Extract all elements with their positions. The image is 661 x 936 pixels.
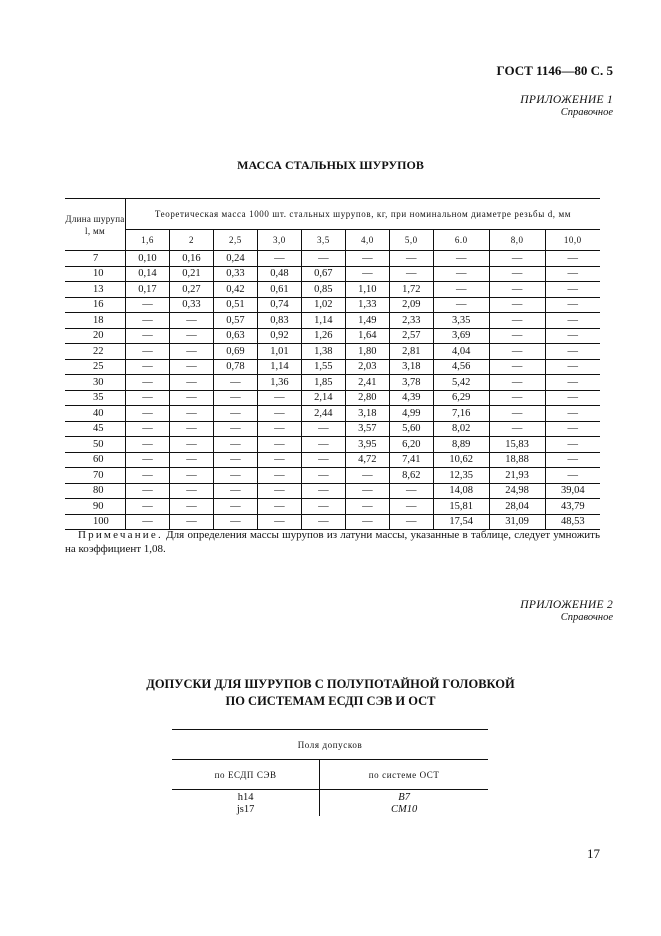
mass-cell: — [169,514,213,530]
mass-cell: 24,98 [489,483,545,499]
mass-cell: 0,92 [257,328,301,344]
ost-value-1: B7 [398,792,410,803]
mass-cell: — [257,499,301,515]
table-row [65,468,600,484]
length-cell: 45 [65,421,126,437]
mass-cell: 3,18 [345,406,389,422]
mass-cell: — [489,390,545,406]
mass-cell: 0,69 [213,344,257,360]
mass-cell: — [126,452,170,468]
length-cell: 50 [65,437,126,453]
mass-cell: — [169,359,213,375]
mass-cell: — [257,452,301,468]
appendix-1-title: ПРИЛОЖЕНИЕ 1 [520,94,613,106]
mass-cell: — [389,499,433,515]
mass-cell: 6,20 [389,437,433,453]
mass-cell: 0,10 [126,251,170,267]
length-cell: 7 [65,251,126,267]
mass-cell: — [213,390,257,406]
mass-cell: — [301,437,345,453]
diameter-header-cell: 2 [169,230,213,251]
mass-cell: 21,93 [489,468,545,484]
mass-cell: — [257,421,301,437]
table-row [65,390,600,406]
mass-cell: — [345,514,389,530]
mass-cell: 5,42 [433,375,489,391]
table-row [65,344,600,360]
mass-cell: 0,61 [257,282,301,298]
mass-cell: 0,85 [301,282,345,298]
mass-cell: — [169,313,213,329]
mass-cell: 2,33 [389,313,433,329]
mass-cell: 12,35 [433,468,489,484]
mass-cell: — [213,514,257,530]
mass-cell: 1,80 [345,344,389,360]
mass-cell: 8,02 [433,421,489,437]
table-row [65,421,600,437]
length-cell: 22 [65,344,126,360]
length-cell: 100 [65,514,126,530]
mass-cell: 3,78 [389,375,433,391]
mass-cell: — [345,266,389,282]
length-cell: 90 [65,499,126,515]
table-row [65,313,600,329]
mass-cell: 3,57 [345,421,389,437]
table-2-title-line-1: ДОПУСКИ ДЛЯ ШУРУПОВ С ПОЛУПОТАЙНОЙ ГОЛОВКОЙ [146,677,515,691]
mass-cell: 0,16 [169,251,213,267]
mass-cell: — [389,483,433,499]
mass-cell: — [489,406,545,422]
mass-cell: 0,83 [257,313,301,329]
mass-cell: — [489,344,545,360]
mass-cell: 1,01 [257,344,301,360]
length-cell: 16 [65,297,126,313]
mass-cell: 43,79 [545,499,600,515]
mass-cell: — [433,297,489,313]
mass-cell: 2,80 [345,390,389,406]
table-2-title-line-2: ПО СИСТЕМАМ ЕСДП СЭВ И ОСТ [225,694,436,708]
mass-cell: 3,35 [433,313,489,329]
length-header: Длина шурупа l, мм [65,199,126,251]
mass-cell: — [301,421,345,437]
diameter-header-cell: 10,0 [545,230,600,251]
mass-cell: 0,51 [213,297,257,313]
mass-cell: — [489,282,545,298]
mass-cell: 2,81 [389,344,433,360]
mass-cell: 1,49 [345,313,389,329]
mass-cell: — [169,437,213,453]
table-row [65,297,600,313]
mass-cell: 8,62 [389,468,433,484]
mass-cell: — [489,251,545,267]
mass-cell: — [489,359,545,375]
table-row [65,483,600,499]
mass-cell: 0,24 [213,251,257,267]
esdp-values [172,790,320,817]
esdp-value-1: h14 [237,792,254,803]
mass-cell: 14,08 [433,483,489,499]
mass-cell: — [345,251,389,267]
mass-cell: 0,14 [126,266,170,282]
mass-cell: 17,54 [433,514,489,530]
mass-cell: — [489,328,545,344]
mass-cell: — [213,421,257,437]
mass-cell: — [126,359,170,375]
mass-cell: — [169,452,213,468]
mass-cell: — [389,514,433,530]
mass-cell: — [126,344,170,360]
diameter-header-cell: 4,0 [345,230,389,251]
mass-cell: — [301,514,345,530]
mass-cell: — [545,282,600,298]
mass-cell: — [433,282,489,298]
mass-cell: 1,10 [345,282,389,298]
mass-cell: — [301,483,345,499]
mass-header: Теоретическая масса 1000 шт. стальных шурупов, кг, при номинальном диаметре резьбы d, мм [126,199,601,230]
mass-cell: — [545,452,600,468]
mass-cell: — [257,514,301,530]
length-cell: 40 [65,406,126,422]
mass-cell: — [545,359,600,375]
mass-cell: — [301,251,345,267]
mass-cell: — [545,468,600,484]
mass-cell: 7,16 [433,406,489,422]
mass-cell: 1,14 [257,359,301,375]
mass-cell: 2,03 [345,359,389,375]
diameter-header-cell: 3,5 [301,230,345,251]
mass-cell: 0,21 [169,266,213,282]
mass-cell: 0,27 [169,282,213,298]
mass-cell: 48,53 [545,514,600,530]
mass-cell: 1,55 [301,359,345,375]
mass-cell: — [545,406,600,422]
mass-cell: 0,17 [126,282,170,298]
mass-cell: 28,04 [489,499,545,515]
mass-cell: 1,14 [301,313,345,329]
mass-cell: 0,57 [213,313,257,329]
mass-cell: 2,57 [389,328,433,344]
mass-cell: — [126,313,170,329]
mass-cell: 1,38 [301,344,345,360]
mass-cell: — [213,468,257,484]
length-cell: 10 [65,266,126,282]
mass-cell: — [257,437,301,453]
mass-cell: — [169,499,213,515]
appendix-1-subtitle: Справочное [560,107,613,118]
mass-cell: — [345,468,389,484]
document-code: ГОСТ 1146—80 С. 5 [496,63,613,78]
mass-cell: 0,78 [213,359,257,375]
mass-cell: 1,85 [301,375,345,391]
mass-cell: 4,56 [433,359,489,375]
mass-cell: 4,39 [389,390,433,406]
table-row [65,328,600,344]
mass-cell: 2,14 [301,390,345,406]
mass-cell: — [433,251,489,267]
mass-cell: 1,72 [389,282,433,298]
note-label: Примечание. [77,529,163,541]
table-2-title [0,676,661,710]
length-cell: 35 [65,390,126,406]
mass-cell: — [126,468,170,484]
mass-cell: — [213,483,257,499]
mass-cell: — [169,328,213,344]
diameter-header-row [65,230,600,251]
length-cell: 20 [65,328,126,344]
mass-cell: — [545,344,600,360]
mass-cell: 3,95 [345,437,389,453]
mass-cell: — [257,406,301,422]
mass-cell: 0,33 [213,266,257,282]
mass-cell: 7,41 [389,452,433,468]
mass-cell: 39,04 [545,483,600,499]
mass-cell: — [545,266,600,282]
table-row [65,452,600,468]
mass-cell: — [489,375,545,391]
table-row [65,359,600,375]
table-row [65,406,600,422]
mass-cell: 8,89 [433,437,489,453]
mass-cell: — [545,328,600,344]
mass-cell: 0,42 [213,282,257,298]
diameter-header-cell: 6.0 [433,230,489,251]
tolerance-header: Поля допусков [172,730,488,760]
mass-cell: — [489,313,545,329]
mass-cell: — [126,499,170,515]
mass-cell: — [126,483,170,499]
mass-cell: — [301,499,345,515]
mass-cell: 31,09 [489,514,545,530]
appendix-2-subtitle: Справочное [560,612,613,623]
mass-cell: — [489,421,545,437]
mass-cell: — [126,375,170,391]
length-cell: 25 [65,359,126,375]
mass-cell: 0,33 [169,297,213,313]
mass-cell: — [389,251,433,267]
mass-cell: 15,81 [433,499,489,515]
length-cell: 30 [65,375,126,391]
length-cell: 18 [65,313,126,329]
table-row [65,266,600,282]
note-text: Для определения массы шурупов из латуни массы, указанные в таблице, следует умножить на коэффициент 1,08. [65,529,601,555]
table-row [65,251,600,267]
mass-cell: — [169,468,213,484]
mass-cell: — [257,483,301,499]
mass-cell: — [545,251,600,267]
mass-cell: — [433,266,489,282]
mass-cell: — [213,437,257,453]
mass-cell: — [169,483,213,499]
mass-cell: — [545,375,600,391]
mass-cell: 3,69 [433,328,489,344]
mass-cell: 0,48 [257,266,301,282]
table-1-title: МАССА СТАЛЬНЫХ ШУРУПОВ [237,158,424,172]
table-row [65,282,600,298]
mass-cell: — [257,390,301,406]
mass-cell: — [169,406,213,422]
table-row [65,437,600,453]
mass-table-body [65,251,600,530]
length-cell: 70 [65,468,126,484]
mass-cell: 2,41 [345,375,389,391]
mass-cell: — [257,468,301,484]
mass-cell: 15,83 [489,437,545,453]
mass-cell: — [126,514,170,530]
mass-cell: 1,33 [345,297,389,313]
diameter-header-cell: 5,0 [389,230,433,251]
table-row [65,499,600,515]
table-note [65,528,600,556]
mass-cell: — [545,421,600,437]
mass-cell: 4,72 [345,452,389,468]
mass-cell: 6,29 [433,390,489,406]
mass-cell: 0,74 [257,297,301,313]
mass-cell: 4,99 [389,406,433,422]
mass-cell: 2,09 [389,297,433,313]
mass-table [65,198,600,530]
mass-cell: 0,63 [213,328,257,344]
ost-value-2: CM10 [390,804,418,815]
mass-cell: — [126,328,170,344]
mass-cell: — [345,499,389,515]
tolerance-table [172,729,488,816]
length-cell: 80 [65,483,126,499]
mass-cell: 10,62 [433,452,489,468]
mass-cell: — [126,297,170,313]
mass-cell: — [545,313,600,329]
length-cell: 60 [65,452,126,468]
mass-cell: — [301,452,345,468]
mass-cell: 0,67 [301,266,345,282]
esdp-column-header: по ЕСДП СЭВ [172,760,320,790]
mass-cell: — [489,266,545,282]
mass-cell: — [489,297,545,313]
mass-cell: — [213,499,257,515]
mass-cell: — [169,375,213,391]
mass-cell: 2,44 [301,406,345,422]
diameter-header-cell: 1,6 [126,230,170,251]
diameter-header-cell: 3,0 [257,230,301,251]
mass-cell: 1,36 [257,375,301,391]
diameter-header-cell: 8,0 [489,230,545,251]
appendix-1-label [520,94,613,118]
mass-cell: — [169,344,213,360]
mass-cell: — [213,452,257,468]
mass-cell: 1,26 [301,328,345,344]
length-cell: 13 [65,282,126,298]
mass-cell: — [126,390,170,406]
appendix-2-title: ПРИЛОЖЕНИЕ 2 [520,599,613,611]
mass-cell: 4,04 [433,344,489,360]
mass-cell: — [169,421,213,437]
mass-cell: 5,60 [389,421,433,437]
diameter-header-cell: 2,5 [213,230,257,251]
table-row [65,375,600,391]
mass-cell: — [545,437,600,453]
mass-cell: — [545,297,600,313]
page-number: 17 [587,846,600,861]
appendix-2-label [520,599,613,623]
mass-cell: — [257,251,301,267]
mass-cell: — [301,468,345,484]
mass-cell: — [389,266,433,282]
esdp-value-2: js17 [236,804,255,815]
mass-cell: — [545,390,600,406]
mass-cell: — [213,406,257,422]
ost-values [320,790,488,817]
mass-cell: — [126,421,170,437]
mass-cell: 18,88 [489,452,545,468]
mass-cell: 1,02 [301,297,345,313]
mass-cell: 3,18 [389,359,433,375]
mass-cell: — [169,390,213,406]
mass-cell: — [345,483,389,499]
mass-cell: 1,64 [345,328,389,344]
mass-cell: — [126,437,170,453]
ost-column-header: по системе ОСТ [320,760,488,790]
mass-cell: — [126,406,170,422]
mass-cell: — [213,375,257,391]
